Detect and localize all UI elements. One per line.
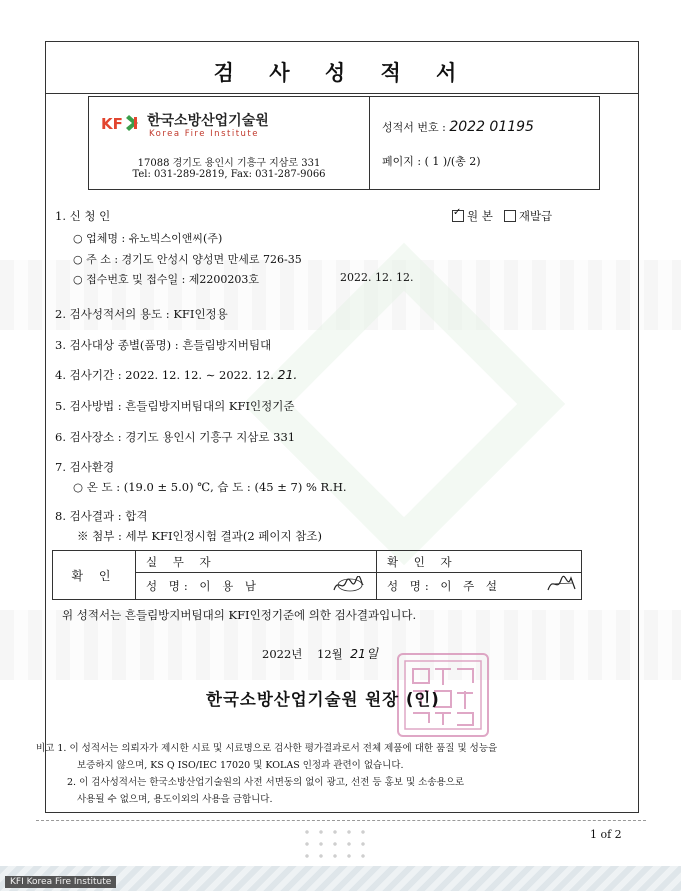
reviewer-cell: [377, 551, 581, 599]
title-row: [46, 42, 638, 94]
issue-month: 12월: [317, 647, 343, 661]
period-text: 4. 검사기간 : 2022. 12. 12. ∼ 2022. 12.: [55, 368, 274, 382]
reviewer-name: 성 명: 이 주 설: [387, 579, 502, 593]
original-label: 원 본: [467, 209, 493, 223]
environment-heading: 7. 검사환경: [55, 460, 115, 474]
footer-watermark-logo: KFI Korea Fire Institute: [5, 876, 116, 888]
reviewer-signature-icon: [545, 575, 577, 593]
applicant-heading: 1. 신 청 인: [55, 209, 111, 223]
decorative-dot-pattern: [300, 826, 370, 866]
worker-signature-icon: [332, 576, 364, 594]
issuer-header-box: [88, 96, 600, 190]
period-end-handwritten: 21.: [277, 367, 298, 382]
page-number: 1 of 2: [590, 828, 622, 841]
remark-2-line-1: 2. 이 검사성적서는 한국소방산업기술원의 사전 서면동의 없이 광고, 선전 등 홍보 및 소송용으로: [67, 777, 465, 788]
receipt-number: ○ 접수번호 및 접수일 : 제2200203호: [73, 273, 260, 286]
reissue-label: 재발급: [518, 209, 553, 223]
environment-values: ○ 온 도 : (19.0 ± 5.0) ℃, 습 도 : (45 ± 7) % R.H.: [73, 480, 347, 494]
confirmation-label: 확 인: [53, 551, 136, 599]
reviewer-heading: 확 인 자: [387, 555, 458, 569]
report-number: [382, 119, 534, 135]
remark-2-line-2: 사용될 수 없으며, 용도이외의 사용을 금합니다.: [77, 794, 273, 805]
divider: [377, 572, 581, 573]
issue-date: [262, 644, 378, 662]
report-number-label: 성적서 번호 :: [382, 121, 446, 134]
copy-type-checkboxes: [452, 208, 552, 224]
inspection-result: 8. 검사결과 : 합격: [55, 509, 148, 523]
reissue-checkbox[interactable]: [504, 210, 516, 222]
statement-text: 위 성적서는 흔들림방지버팀대의 KFI인정기준에 의한 검사결과입니다.: [62, 608, 417, 622]
svg-text:KF: KF: [101, 115, 123, 133]
worker-name: 성 명: 이 용 남: [146, 579, 261, 593]
page-info: 페이지 : ( 1 )/(총 2): [382, 155, 481, 168]
remark-1-line-1: 비고 1. 이 성적서는 의뢰자가 제시한 시료 및 시료명으로 검사한 평가결과로서 전체 제품에 대한 품질 및 성능을: [36, 743, 498, 754]
kfi-logo-icon: [101, 113, 139, 133]
org-name-english: Korea Fire Institute: [149, 129, 259, 139]
document-title: 검 사 성 적 서: [213, 60, 471, 85]
inspection-method: 5. 검사방법 : 흔들림방지버팀대의 KFI인정기준: [55, 399, 295, 413]
worker-cell: [136, 551, 377, 599]
page-divider: [36, 820, 646, 821]
issue-year: 2022년: [262, 647, 303, 661]
org-name: 한국소방산업기술원: [147, 113, 269, 129]
receipt-date: 2022. 12. 12.: [340, 271, 414, 284]
inspection-period: [55, 367, 297, 383]
inspection-target: 3. 검사대상 종별(품명) : 흔들림방지버팀대: [55, 338, 272, 352]
inspection-place: 6. 검사장소 : 경기도 용인시 기흥구 지삼로 331: [55, 430, 296, 444]
report-info: [370, 97, 599, 189]
issue-day: 21일: [350, 646, 379, 661]
purpose: 2. 검사성적서의 용도 : KFI인정용: [55, 307, 228, 321]
issuer-signature-line: 한국소방산업기술원 원장 (인): [206, 690, 440, 709]
issuer-info: [89, 97, 370, 189]
org-contact: Tel: 031-289-2819, Fax: 031-287-9066: [132, 169, 326, 180]
company-name: ○ 업체명 : 유노빅스이앤씨(주): [73, 232, 223, 245]
company-address: ○ 주 소 : 경기도 안성시 양성면 만세로 726-35: [73, 253, 302, 266]
attachment-note: ※ 첨부 : 세부 KFI인정시험 결과(2 페이지 참조): [77, 529, 322, 543]
report-number-value: 2022 01195: [449, 119, 534, 135]
remark-1-line-2: 보증하지 않으며, KS Q ISO/IEC 17020 및 KOLAS 인정과 관련이 없습니다.: [77, 760, 404, 771]
original-checkbox[interactable]: [452, 210, 464, 222]
confirmation-table: [52, 550, 582, 600]
org-address: 17088 경기도 용인시 기흥구 지삼로 331: [137, 158, 321, 169]
divider: [136, 572, 376, 573]
worker-heading: 실 무 자: [146, 555, 217, 569]
